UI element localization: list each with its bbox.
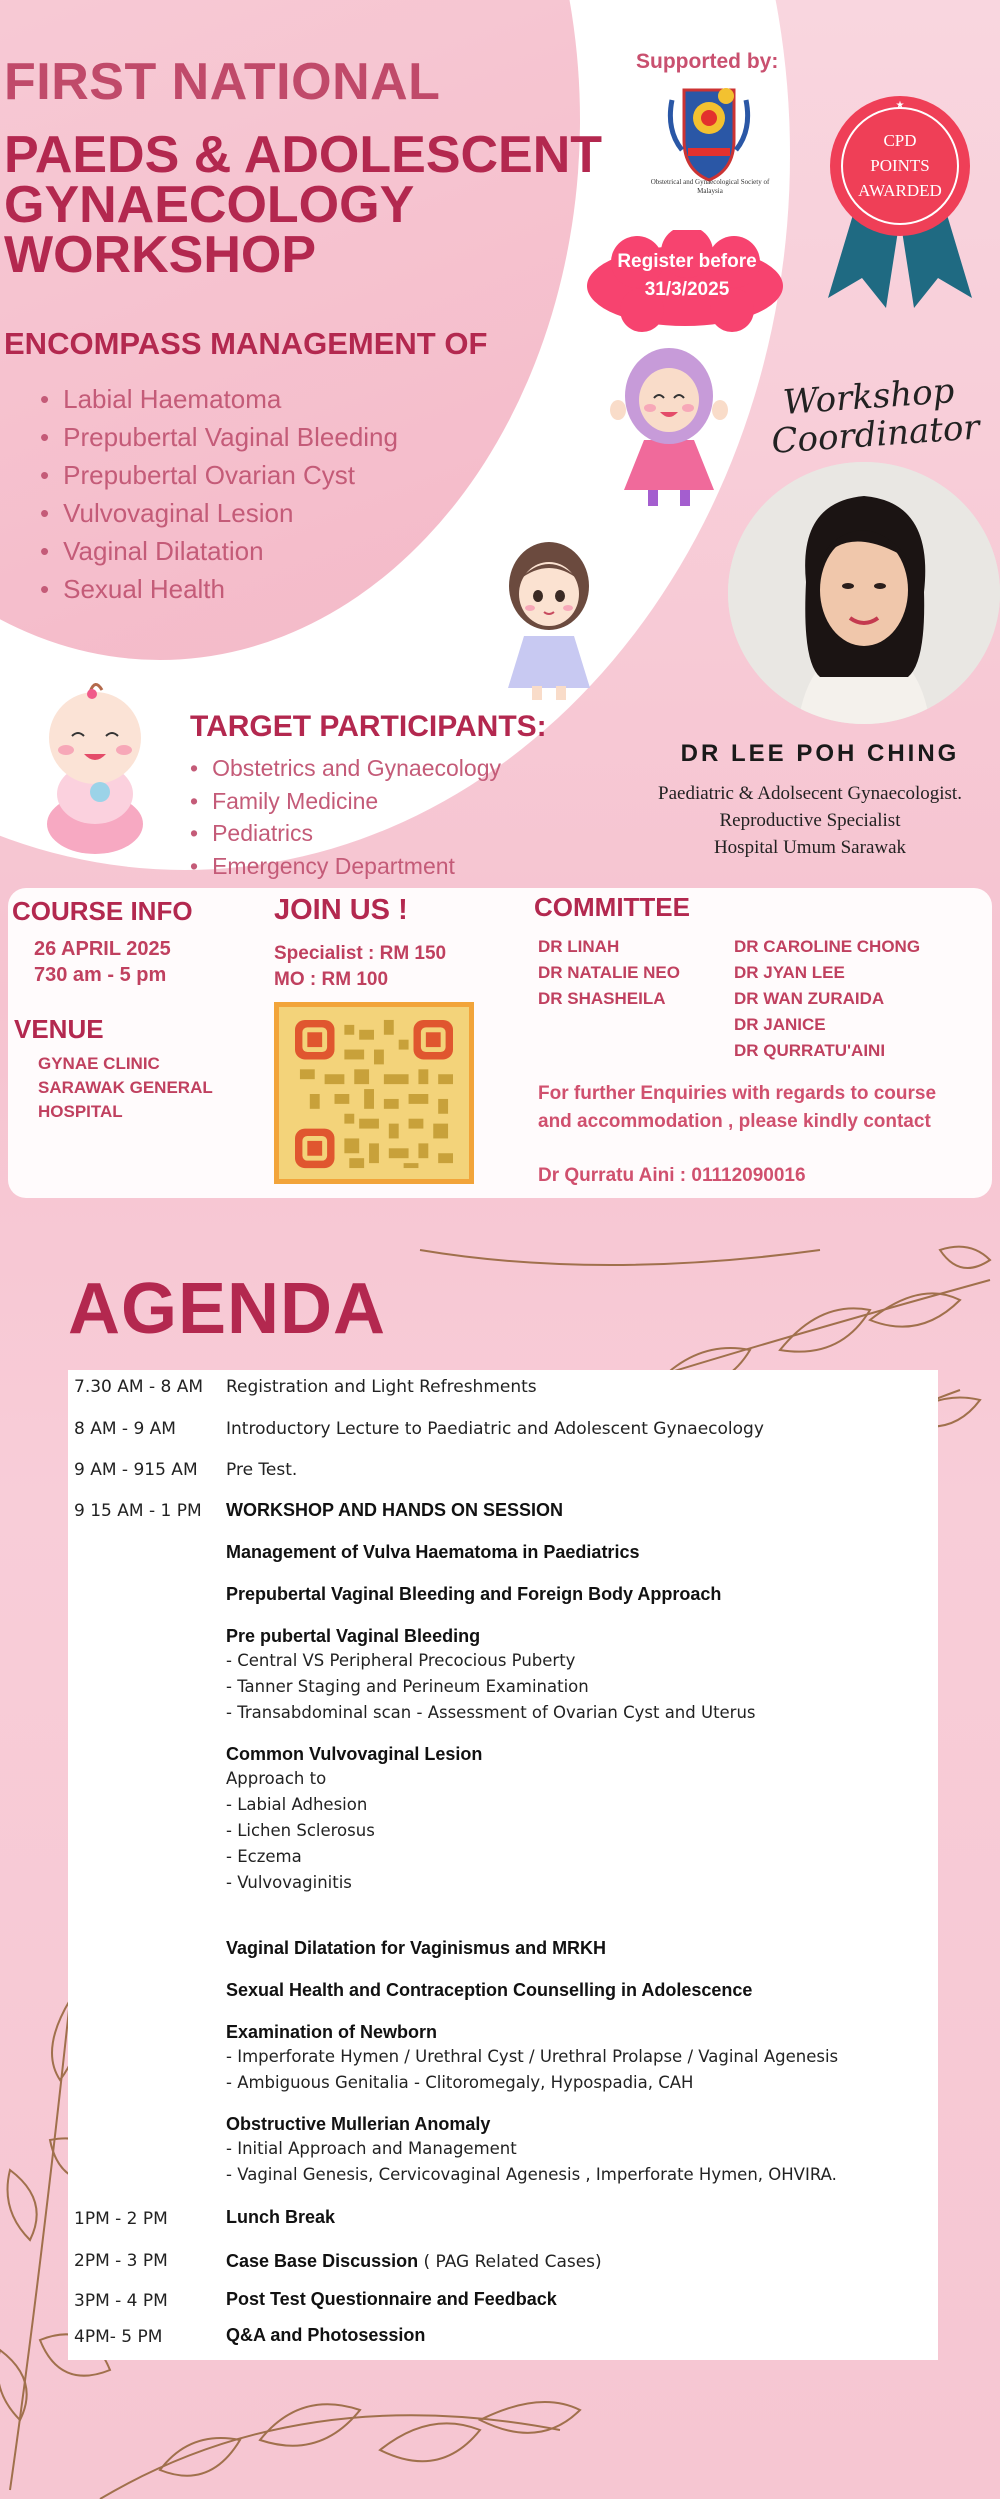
qr-code-icon [289,1015,459,1173]
coordinator-role [620,780,1000,861]
coord-role-line3: Hospital Umum Sarawak [713,837,907,858]
mo-fee: MO : RM 100 [274,969,389,990]
committee-member: DR WAN ZURAIDA [734,989,885,1008]
list-item: • Emergency Department [190,850,501,883]
list-item: • Labial Haematoma [40,380,398,418]
encompass-heading: ENCOMPASS MANAGEMENT OF [4,326,488,361]
venue-line1: GYNAE CLINIC [38,1054,160,1073]
agenda-time: 3PM - 4 PM [74,2291,168,2311]
coordinator-name: DR LEE POH CHING [680,740,960,767]
agenda-subitem: Sexual Health and Contraception Counselling in Adolescence [226,1980,753,2000]
society-name: Obstetrical and Gynaecological Society of Malaysia [650,178,770,195]
enquiry-text [538,1080,936,1136]
list-item: - Tanner Staging and Perineum Examination [226,1677,589,1696]
list-item: - Lichen Sclerosus [226,1821,375,1840]
list-item: • Family Medicine [190,785,501,818]
title-line1: FIRST NATIONAL [4,53,441,111]
coord-script-line2: Coordinator [770,407,981,462]
list-item: - Central VS Peripheral Precocious Puberty [226,1651,576,1670]
cpd-line2: POINTS [870,156,930,175]
agenda-item-row [226,2249,602,2275]
agenda-subitem: Obstructive Mullerian Anomaly [226,2114,491,2134]
course-date: 26 APRIL 2025 [34,938,171,960]
agenda-time: 4PM- 5 PM [74,2327,163,2347]
list-item: - Ambiguous Genitalia - Clitoromegaly, Hypospadia, CAH [226,2073,694,2092]
list-item: - Imperforate Hymen / Urethral Cyst / Urethral Prolapse / Vaginal Agenesis [226,2047,839,2066]
committee-member: DR CAROLINE CHONG [734,937,921,956]
cpd-line1: CPD [883,131,917,150]
agenda-subitem: Management of Vulva Haematoma in Paediatrics [226,1542,640,1562]
agenda-subitem: Vaginal Dilatation for Vaginismus and MRKH [226,1938,607,1958]
supported-by-label: Supported by: [636,50,779,73]
girl-illustration-icon [484,528,614,704]
cpd-line3: AWARDED [858,181,942,200]
committee-member: DR JANICE [734,1015,826,1034]
course-time: 730 am - 5 pm [34,964,167,986]
list-item: • Vulvovaginal Lesion [40,494,398,532]
list-item: - Initial Approach and Management [226,2139,517,2158]
list-item: - Labial Adhesion [226,1795,368,1814]
list-item: • Obstetrics and Gynaecology [190,752,501,785]
svg-text:★: ★ [895,100,905,111]
workshop-coordinator-script [768,371,981,462]
baby-illustration-icon [30,674,160,860]
management-list [40,380,398,608]
venue-line3: HOSPITAL [38,1102,123,1121]
venue-address [38,1052,213,1124]
target-participants-heading: TARGET PARTICIPANTS: [190,710,547,743]
agenda-item: Q&A and Photosession [226,2325,426,2345]
specialist-fee: Specialist : RM 150 [274,943,447,964]
committee-col2 [734,934,920,1064]
list-item: • Prepubertal Vaginal Bleeding [40,418,398,456]
hijab-girl-illustration-icon [604,340,734,510]
list-item: Approach to [226,1769,327,1788]
register-line2: 31/3/2025 [644,279,730,300]
agenda-subitem: Common Vulvovaginal Lesion [226,1744,483,1764]
course-info-heading: COURSE INFO [12,896,193,926]
venue-line2: SARAWAK GENERAL [38,1078,213,1097]
agenda-subitem: Pre pubertal Vaginal Bleeding [226,1626,481,1646]
coord-role-line1: Paediatric & Adolsecent Gynaecologist. [658,783,962,804]
enquiry-line1: For further Enquiries with regards to course [538,1083,937,1104]
agenda-time: 9 AM - 915 AM [74,1460,198,1480]
agenda-item: Introductory Lecture to Paediatric and Adolescent Gynaecology [226,1419,764,1439]
agenda-item: Post Test Questionnaire and Feedback [226,2289,557,2309]
register-line1: Register before [617,251,757,272]
venue-heading: VENUE [14,1014,104,1044]
coord-script-line1: Workshop [781,371,956,423]
agenda-sublist [226,1648,756,1726]
registration-qr-code[interactable] [274,1002,474,1184]
agenda-item: Lunch Break [226,2207,336,2227]
list-item: - Vaginal Genesis, Cervicovaginal Agenesis , Imperforate Hymen, OHVIRA. [226,2165,837,2184]
list-item: - Transabdominal scan - Assessment of Ovarian Cyst and Uterus [226,1703,756,1722]
agenda-title: AGENDA [68,1269,387,1349]
agenda-item: Registration and Light Refreshments [226,1377,537,1397]
list-item: • Pediatrics [190,817,501,850]
agenda-time: 9 15 AM - 1 PM [74,1501,202,1521]
agenda-time: 1PM - 2 PM [74,2209,168,2229]
title-line2: PAEDS & ADOLESCENT GYNAECOLOGY WORKSHOP [4,126,603,284]
join-us-heading: JOIN US ! [274,894,408,926]
agenda-subitem: Examination of Newborn [226,2022,438,2042]
contact-phone: Dr Qurratu Aini : 01112090016 [538,1165,806,1186]
list-item: • Prepubertal Ovarian Cyst [40,456,398,494]
target-participants-list [190,752,501,882]
agenda-item: Pre Test. [226,1460,298,1480]
list-item: • Vaginal Dilatation [40,532,398,570]
agenda-time: 8 AM - 9 AM [74,1419,176,1439]
enquiry-line2: and accommodation , please kindly contact [538,1111,931,1132]
agenda-sublist [226,2136,837,2188]
coord-role-line2: Reproductive Specialist [719,810,901,831]
committee-heading: COMMITTEE [534,892,690,922]
committee-member: DR LINAH [538,937,620,956]
agenda-item: Case Base Discussion [226,2251,419,2271]
committee-member: DR NATALIE NEO [538,963,680,982]
committee-member: DR JYAN LEE [734,963,845,982]
committee-col1 [538,934,680,1012]
agenda-subitem: Prepubertal Vaginal Bleeding and Foreign Body Approach [226,1584,722,1604]
cpd-ribbon-badge-icon [820,88,980,318]
agenda-time: 2PM - 3 PM [74,2251,168,2271]
agenda-sublist [226,2044,838,2096]
agenda-item-note: ( PAG Related Cases) [418,2252,602,2272]
agenda-item: WORKSHOP AND HANDS ON SESSION [226,1500,564,1520]
agenda-sublist [226,1766,375,1896]
coordinator-photo [728,462,1000,724]
society-crest-logo [664,80,754,184]
committee-member: DR SHASHEILA [538,989,666,1008]
list-item: • Sexual Health [40,570,398,608]
register-deadline [602,248,772,304]
list-item: - Vulvovaginitis [226,1873,352,1892]
list-item: - Eczema [226,1847,302,1866]
agenda-time: 7.30 AM - 8 AM [74,1377,204,1397]
committee-member: DR QURRATU'AINI [734,1041,886,1060]
